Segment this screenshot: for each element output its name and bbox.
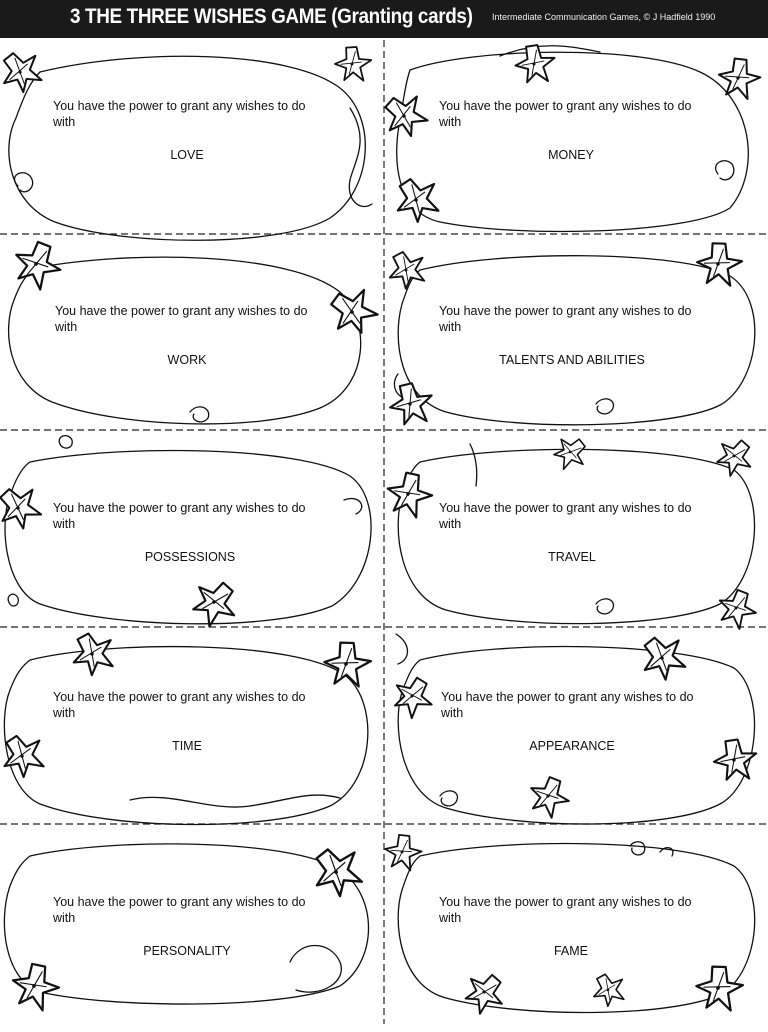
card-topic: TIME <box>172 739 202 753</box>
card-topic: PERSONALITY <box>143 944 231 958</box>
card-topic: FAME <box>553 944 589 958</box>
granting-card <box>0 836 384 1032</box>
card-prompt: You have the power to grant any wishes to do with <box>439 895 692 925</box>
copyright-credit: Intermediate Communication Games, © J Hadfield 1990 <box>492 12 716 22</box>
granting-card <box>0 40 384 236</box>
card-prompt: You have the power to grant any wishes to do with <box>439 304 692 334</box>
granting-card <box>384 442 768 638</box>
granting-card <box>0 631 384 827</box>
card-prompt: You have the power to grant any wishes to do with <box>441 690 694 720</box>
card-topic: TRAVEL <box>548 550 596 564</box>
granting-card <box>384 836 768 1032</box>
card-prompt: You have the power to grant any wishes to do with <box>53 690 306 720</box>
card-topic: WORK <box>167 353 207 367</box>
card-prompt: You have the power to grant any wishes to do with <box>53 895 306 925</box>
card-topic: TALENTS AND ABILITIES <box>499 353 645 367</box>
granting-card <box>0 442 384 638</box>
page-title: 3 THE THREE WISHES GAME (Granting cards) <box>70 5 473 28</box>
granting-card <box>0 245 384 441</box>
card-topic: LOVE <box>170 148 204 162</box>
card-prompt: You have the power to grant any wishes to do with <box>53 501 306 531</box>
card-prompt: You have the power to grant any wishes to do with <box>53 99 306 129</box>
granting-card <box>384 631 768 827</box>
card-prompt: You have the power to grant any wishes to do with <box>55 304 308 334</box>
card-topic: POSSESSIONS <box>144 550 236 564</box>
card-prompt: You have the power to grant any wishes to do with <box>439 99 692 129</box>
card-prompt: You have the power to grant any wishes to do with <box>439 501 692 531</box>
granting-card <box>384 245 768 441</box>
card-topic: MONEY <box>548 148 594 162</box>
granting-card <box>384 40 768 236</box>
card-topic: APPEARANCE <box>529 739 615 753</box>
